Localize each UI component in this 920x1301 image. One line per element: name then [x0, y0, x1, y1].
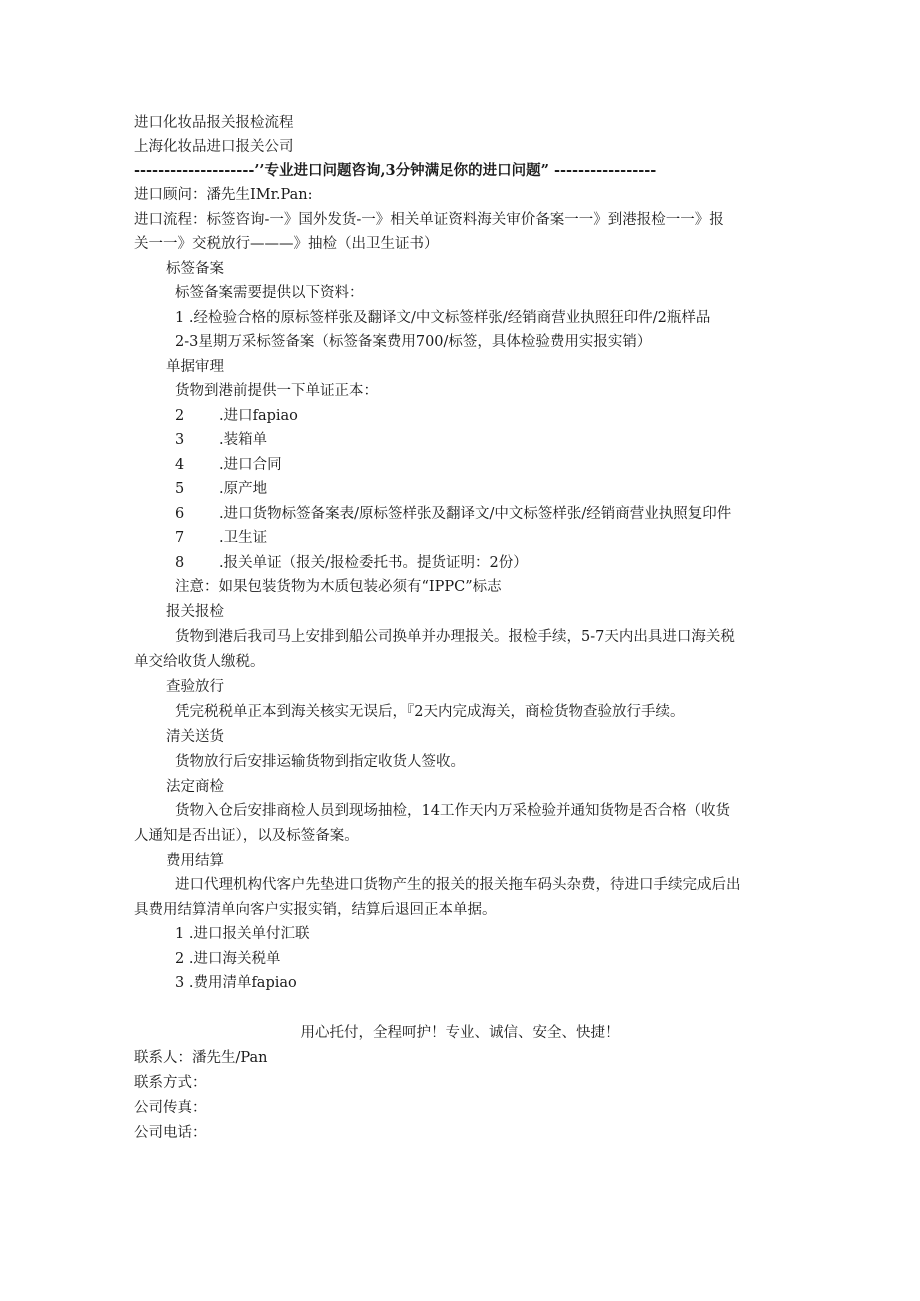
list-item-number: 6	[175, 506, 185, 522]
inspection-line-1: 货物入仓后安排商检人员到现场抽检，14工作天内万采检验并通知货物是否合格（收货	[175, 803, 730, 819]
list-item	[175, 405, 298, 427]
list-item-text: .原产地	[219, 481, 268, 497]
fees-item-2: 2 .进口海关税单	[175, 951, 281, 967]
list-item-text: .报关单证（报关/报检委托书。提货证明：2份）	[219, 555, 528, 571]
fees-line-2: 具费用结算清单向客户实报实销，结算后退回正本单据。	[134, 902, 497, 918]
consultant-line: 进口顾问：潘先生IMr.Pan:	[134, 187, 313, 203]
list-item-text: .卫生证	[219, 530, 268, 546]
section-title-label: 标签备案	[166, 261, 224, 277]
label-item-1: 1 .经检验合格的原标签样张及翻译文/中文标签样张/经销商营业执照狂印件/2瓶样品	[175, 310, 711, 326]
list-item-number: 5	[175, 481, 185, 497]
fees-item-3: 3 .费用清单fapiao	[175, 975, 297, 991]
section-title-inspection: 法定商检	[166, 779, 224, 795]
list-item-number: 4	[175, 457, 185, 473]
list-item-text: .进口货物标签备案表/原标签样张及翻译文/中文标签样张/经销商营业执照复印件	[219, 506, 732, 522]
label-item-2: 2-3星期万采标签备案（标签备案费用700/标签，具体检验费用实报实销）	[175, 334, 652, 350]
slogan: 用心托付，全程呵护！专业、诚信、安全、快捷！	[300, 1025, 620, 1041]
list-item	[175, 454, 282, 476]
company-fax: 公司传真：	[134, 1100, 207, 1116]
list-item	[175, 503, 731, 525]
release-text: 凭完税税单正本到海关核实无误后，『2天内完成海关，商检货物查验放行手续。	[175, 704, 685, 720]
fees-line-1: 进口代理机构代客户先垫进口货物产生的报关的报关拖车码头杂费，待进口手续完成后出	[175, 877, 741, 893]
docs-intro: 货物到港前提供一下单证正本：	[175, 383, 378, 399]
contact-method: 联系方式：	[134, 1075, 207, 1091]
list-item	[175, 552, 528, 574]
contact-person: 联系人：潘先生/Pan	[134, 1050, 268, 1066]
list-item	[175, 429, 267, 451]
fees-item-1: 1 .进口报关单付汇联	[175, 926, 310, 942]
list-item-number: 2	[175, 408, 185, 424]
banner-line: --------------------’’专业进口问题咨询,3分钟满足你的进口问题” -----------------	[134, 162, 657, 179]
process-line-1: 进口流程：标签咨询-一》国外发货-一》相关单证资料海关审价备案一一》到港报检一一》报	[134, 212, 724, 228]
label-intro: 标签备案需要提供以下资料：	[175, 285, 364, 301]
list-item-text: .进口fapiao	[219, 408, 298, 424]
section-title-customs: 报关报检	[166, 604, 224, 620]
list-item-number: 8	[175, 555, 185, 571]
section-title-fees: 费用结算	[166, 853, 224, 869]
list-item	[175, 527, 267, 549]
section-title-release: 查验放行	[166, 679, 224, 695]
process-line-2: 关一一》交税放行———》抽检（出卫生证书）	[134, 236, 439, 252]
section-title-docs: 单据审理	[166, 359, 224, 375]
list-item-text: .进口合同	[219, 457, 282, 473]
company-name: 上海化妆品进口报关公司	[134, 139, 294, 155]
list-item-text: .装箱单	[219, 432, 268, 448]
company-phone: 公司电话：	[134, 1125, 207, 1141]
customs-line-1: 货物到港后我司马上安排到船公司换单并办理报关。报检手续，5-7天内出具进口海关税	[175, 629, 735, 645]
docs-note: 注意：如果包装货物为木质包装必须有“IPPC”标志	[175, 579, 502, 595]
doc-title: 进口化妆品报关报检流程	[134, 115, 294, 131]
list-item	[175, 478, 267, 500]
inspection-line-2: 人通知是否出证），以及标签备案。	[134, 828, 359, 844]
customs-line-2: 单交给收货人缴税。	[134, 654, 265, 670]
section-title-delivery: 清关送货	[166, 729, 224, 745]
delivery-text: 货物放行后安排运输货物到指定收货人签收。	[175, 754, 465, 770]
list-item-number: 7	[175, 530, 185, 546]
list-item-number: 3	[175, 432, 185, 448]
